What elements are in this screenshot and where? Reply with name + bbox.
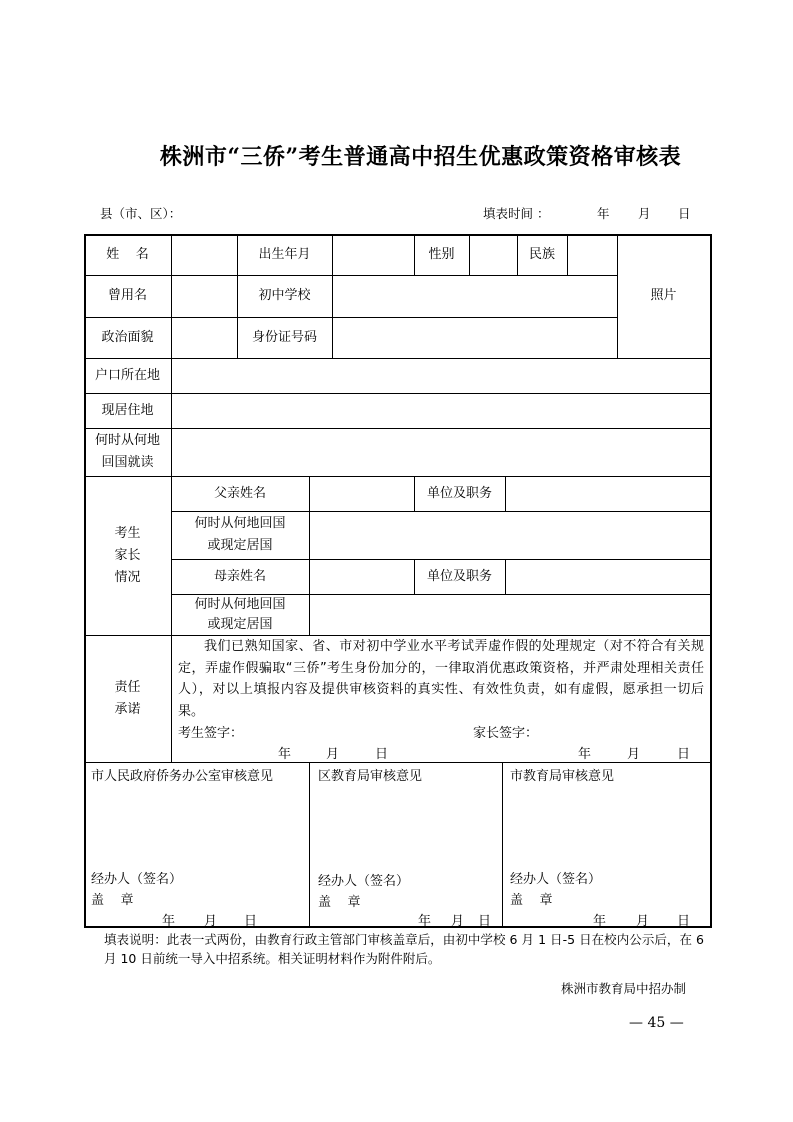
office-review-field[interactable] <box>86 785 308 865</box>
return-label <box>84 428 171 476</box>
name-field[interactable] <box>172 236 236 274</box>
current-address-field[interactable] <box>172 395 709 427</box>
household-label: 户口所在地 <box>94 367 160 383</box>
header-day: 日 <box>678 206 691 221</box>
district-day: 日 <box>478 914 492 929</box>
father-name-field[interactable] <box>310 478 413 510</box>
parents-section-label <box>84 476 171 635</box>
return-label-line1: 何时从何地 <box>94 433 160 448</box>
office-year: 年 <box>162 914 176 929</box>
ethnicity-label: 民族 <box>528 246 555 262</box>
header-month: 月 <box>638 206 651 221</box>
mother-return-label <box>171 594 309 635</box>
gender-label: 性别 <box>428 246 455 262</box>
commitment-text: 我们已熟知国家、省、市对初中学业水平考试弄虚作假的处理规定（对不符合有关规定，弄虚作假骗取“三侨”考生身份加分的，一律取消优惠政策资格，并严肃处理相关责任人），对以上填报内容及提供审核资料的真实性、有效性负责，如有虚假，愿承担一切后果。 <box>178 639 704 719</box>
political-status-field[interactable] <box>172 319 236 357</box>
district-review-label: 区教育局审核意见 <box>318 769 423 784</box>
commitment-label-line1: 责任 <box>114 679 141 695</box>
district-year: 年 <box>418 914 432 929</box>
office-review-label: 市人民政府侨务办公室审核意见 <box>91 769 274 784</box>
office-seal-label: 盖 章 <box>91 893 134 908</box>
office-day: 日 <box>244 914 258 929</box>
mother-name-label: 母亲姓名 <box>213 568 266 584</box>
city-year: 年 <box>593 914 607 929</box>
current-address-label: 现居住地 <box>101 402 154 418</box>
parent-sign-label: 家长签字： <box>473 726 539 741</box>
commitment-label <box>84 635 171 762</box>
city-review-label: 市教育局审核意见 <box>510 769 615 784</box>
fill-instructions: 填表说明：此表一式两份，由教育行政主管部门审核盖章后，由初中学校 6 月 1 日-5 日在校内公示后，在 6 月 10 日前统一导入中招系统。相关证明材料作为附件附后。 <box>104 932 704 966</box>
return-field[interactable] <box>172 430 709 475</box>
district-handler-label: 经办人（签名） <box>318 874 410 889</box>
return-label-line2: 回国就读 <box>101 455 154 470</box>
mother-unit-label: 单位及职务 <box>426 568 492 584</box>
birth-label: 出生年月 <box>258 246 311 262</box>
maker-note: 株洲市教育局中招办制 <box>561 981 687 996</box>
parent-sign-year: 年 <box>578 747 592 762</box>
former-name-label: 曾用名 <box>107 288 147 303</box>
district-month: 月 <box>451 914 465 929</box>
political-status-label: 政治面貌 <box>101 329 154 345</box>
city-month: 月 <box>636 914 650 929</box>
father-return-line1: 何时从何地回国 <box>194 516 286 531</box>
district-review-field[interactable] <box>311 785 500 865</box>
ethnicity-field[interactable] <box>568 236 616 274</box>
parents-label-line2: 家长 <box>114 547 141 563</box>
mother-return-field[interactable] <box>310 596 709 634</box>
mother-unit-field[interactable] <box>506 561 709 593</box>
student-sign-month: 月 <box>326 747 340 762</box>
photo-box[interactable]: 照片 <box>650 288 677 303</box>
parents-label-line1: 考生 <box>114 525 141 541</box>
father-name-label: 父亲姓名 <box>213 485 266 501</box>
parents-label-line3: 情况 <box>114 569 141 585</box>
city-day: 日 <box>677 914 691 929</box>
district-seal-label: 盖 章 <box>318 895 361 910</box>
city-handler-label: 经办人（签名） <box>510 872 602 887</box>
id-number-field[interactable] <box>333 319 616 357</box>
father-return-label <box>171 511 309 559</box>
commitment-label-line2: 承诺 <box>114 701 141 717</box>
page-number: — 45 — <box>629 1015 684 1031</box>
student-sign-label: 考生签字： <box>178 726 244 741</box>
student-sign-year: 年 <box>278 747 292 762</box>
household-field[interactable] <box>172 360 709 392</box>
mother-return-line2: 或现定居国 <box>207 616 273 632</box>
father-unit-field[interactable] <box>506 478 709 510</box>
fill-time-label: 填表时间 ： <box>483 206 550 221</box>
city-review-field[interactable] <box>504 785 709 865</box>
father-return-field[interactable] <box>310 513 709 558</box>
office-month: 月 <box>204 914 218 929</box>
id-number-label: 身份证号码 <box>251 329 317 345</box>
page-title: 株洲市“三侨”考生普通高中招生优惠政策资格审核表 <box>159 144 682 170</box>
county-label: 县（市、区）： <box>100 206 182 221</box>
father-return-line2: 或现定居国 <box>207 538 273 553</box>
mother-return-line1: 何时从何地回国 <box>194 596 286 612</box>
gender-field[interactable] <box>470 236 516 274</box>
birth-field[interactable] <box>333 236 413 274</box>
parent-sign-day: 日 <box>677 747 691 762</box>
former-name-field[interactable] <box>172 277 236 316</box>
name-label: 姓 名 <box>106 246 149 262</box>
mother-name-field[interactable] <box>310 561 413 593</box>
header-year: 年 <box>597 206 610 221</box>
parent-sign-month: 月 <box>627 747 641 762</box>
student-sign-day: 日 <box>375 747 389 762</box>
office-handler-label: 经办人（签名） <box>91 872 183 887</box>
father-unit-label: 单位及职务 <box>426 485 492 501</box>
city-seal-label: 盖 章 <box>510 893 553 908</box>
junior-school-field[interactable] <box>333 277 616 316</box>
junior-school-label: 初中学校 <box>258 288 311 303</box>
